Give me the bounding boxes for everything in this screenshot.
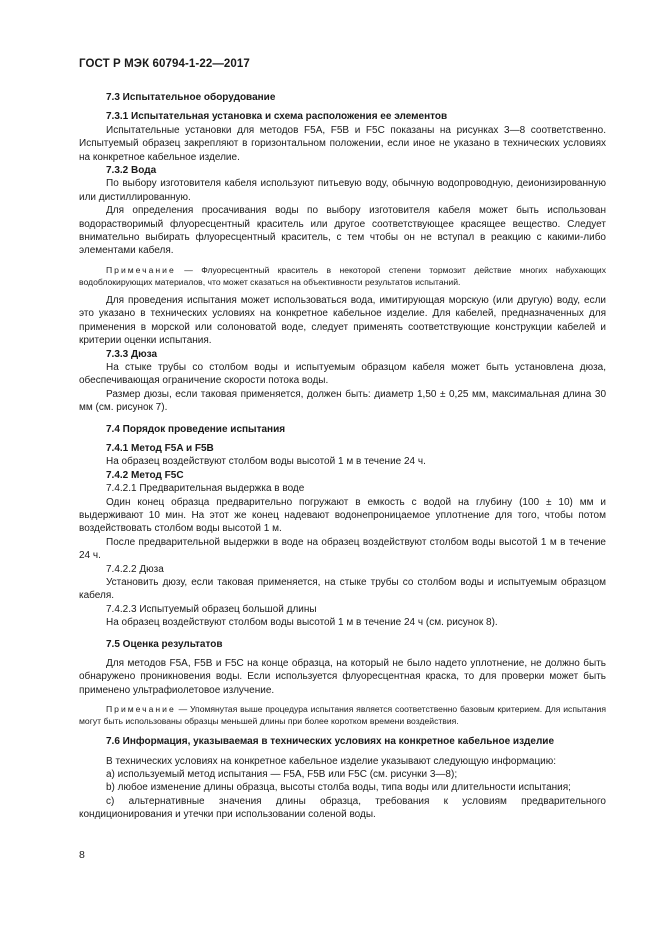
paragraph: Установить дюзу, если таковая применяется, на стыке трубы со столбом воды и испытуемым образцом кабеля. — [79, 577, 606, 602]
paragraph: Для методов F5A, F5B и F5C на конце образца, на который не было надето уплотнение, не должно быть обнаружено проникновения воды. Если используется флуоресцентная краска, то для проверки может быть применено ультрафиолетовое излучение. — [79, 658, 606, 696]
paragraph: После предварительной выдержки в воде на образец воздействуют столбом воды высотой 1 м в течение 24 ч. — [79, 536, 606, 562]
paragraph: Испытательные установки для методов F5A, F5B и F5C показаны на рисунках 3—8 соответственно. Испытуемый образец закрепляют в горизонтальном положении, если иное не указано в технических условиях на конкретное кабельное изделие. — [79, 124, 606, 163]
clause-title: 7.4.2.2 Дюза — [106, 563, 164, 575]
note — [79, 264, 606, 288]
list-item: b) любое изменение длины образца, высоты столба воды, типа воды или длительности испытания; — [106, 782, 571, 794]
paragraph: На образец воздействуют столбом воды высотой 1 м в течение 24 ч (см. рисунок 8). — [106, 617, 498, 629]
note-label: Примечание — [106, 264, 176, 275]
page-number: 8 — [79, 849, 85, 861]
note-text: — Флуоресцентный краситель в некоторой степени тормозит действие многих набухающих водоблокирующих материалов, что может сказаться на объективности результатов испытаний. — [79, 264, 606, 287]
section-title: 7.4 Порядок проведение испытания — [106, 423, 286, 435]
paragraph: На образец воздействуют столбом воды высотой 1 м в течение 24 ч. — [106, 456, 426, 468]
clause-title: 7.4.2.3 Испытуемый образец большой длины — [106, 603, 317, 615]
paragraph: На стыке трубы со столбом воды и испытуемым образцом кабеля может быть установлена дюза, обеспечивающая ограничение скорости потока воды. — [79, 361, 606, 387]
section-title: 7.5 Оценка результатов — [106, 638, 223, 650]
subsection-title: 7.3.2 Вода — [106, 165, 157, 177]
paragraph: Для проведения испытания может использоваться вода, имитирующая морскую (или другую) воду, если это указано в технических условиях на конкретное кабельное изделие. Для кабелей, предназначенных для применения в морской или солоноватой воде, следует применять соответствующие конструкции кабелей и критерии оценки испытания. — [79, 294, 606, 347]
subsection-title: 7.4.1 Метод F5A и F5B — [106, 442, 214, 454]
paragraph: Один конец образца предварительно погружают в емкость с водой на глубину (100 ± 10) мм и выдерживают 10 мин. На этот же конец надевают водонепроницаемое уплотнение для того, чтобы потом воздействовать столбом воды высотой 1 м. — [79, 496, 606, 535]
subsection-title: 7.3.1 Испытательная установка и схема расположения ее элементов — [106, 111, 448, 123]
paragraph: Размер дюзы, если таковая применяется, должен быть: диаметр 1,50 ± 0,25 мм, максимальная длина 30 мм (см. рисунок 7). — [79, 388, 606, 414]
section-title: 7.6 Информация, указываемая в технических условиях на конкретное кабельное изделие — [106, 736, 555, 748]
paragraph: По выбору изготовителя кабеля используют питьевую воду, обычную водопроводную, деионизированную или дистиллированную. — [79, 178, 606, 203]
subsection-title: 7.3.3 Дюза — [106, 348, 158, 360]
document-body — [79, 91, 606, 822]
note-label: Примечание — [106, 704, 176, 715]
list-item: с) альтернативные значения длины образца, требования к условиям предварительного кондиционирования и утечки при использовании соленой воды. — [79, 795, 606, 821]
list-item: а) используемый метод испытания — F5A, F5B или F5C (см. рисунки 3—8); — [106, 769, 458, 781]
document-header: ГОСТ Р МЭК 60794-1-22—2017 — [79, 58, 250, 70]
note-text: — Упомянутая выше процедура испытания является соответственно базовым критерием. Для испытания могут быть использованы образцы меньшей длины при более коротком времени воздействия. — [79, 704, 606, 727]
paragraph: Для определения просачивания воды по выбору изготовителя кабеля может быть использован водорастворимый флуоресцентный краситель или другое соответствующее красящее вещество. Следует внимательно выбирать флуоресцентный краситель, с тем чтобы он не вступал в реакцию с какими-либо элементами кабеля. — [79, 205, 606, 257]
clause-title: 7.4.2.1 Предварительная выдержка в воде — [106, 483, 305, 495]
note — [79, 703, 606, 727]
subsection-title: 7.4.2 Метод F5C — [106, 469, 184, 481]
section-title: 7.3 Испытательное оборудование — [106, 92, 276, 103]
paragraph: В технических условиях на конкретное кабельное изделие указывают следующую информацию: — [106, 755, 557, 767]
